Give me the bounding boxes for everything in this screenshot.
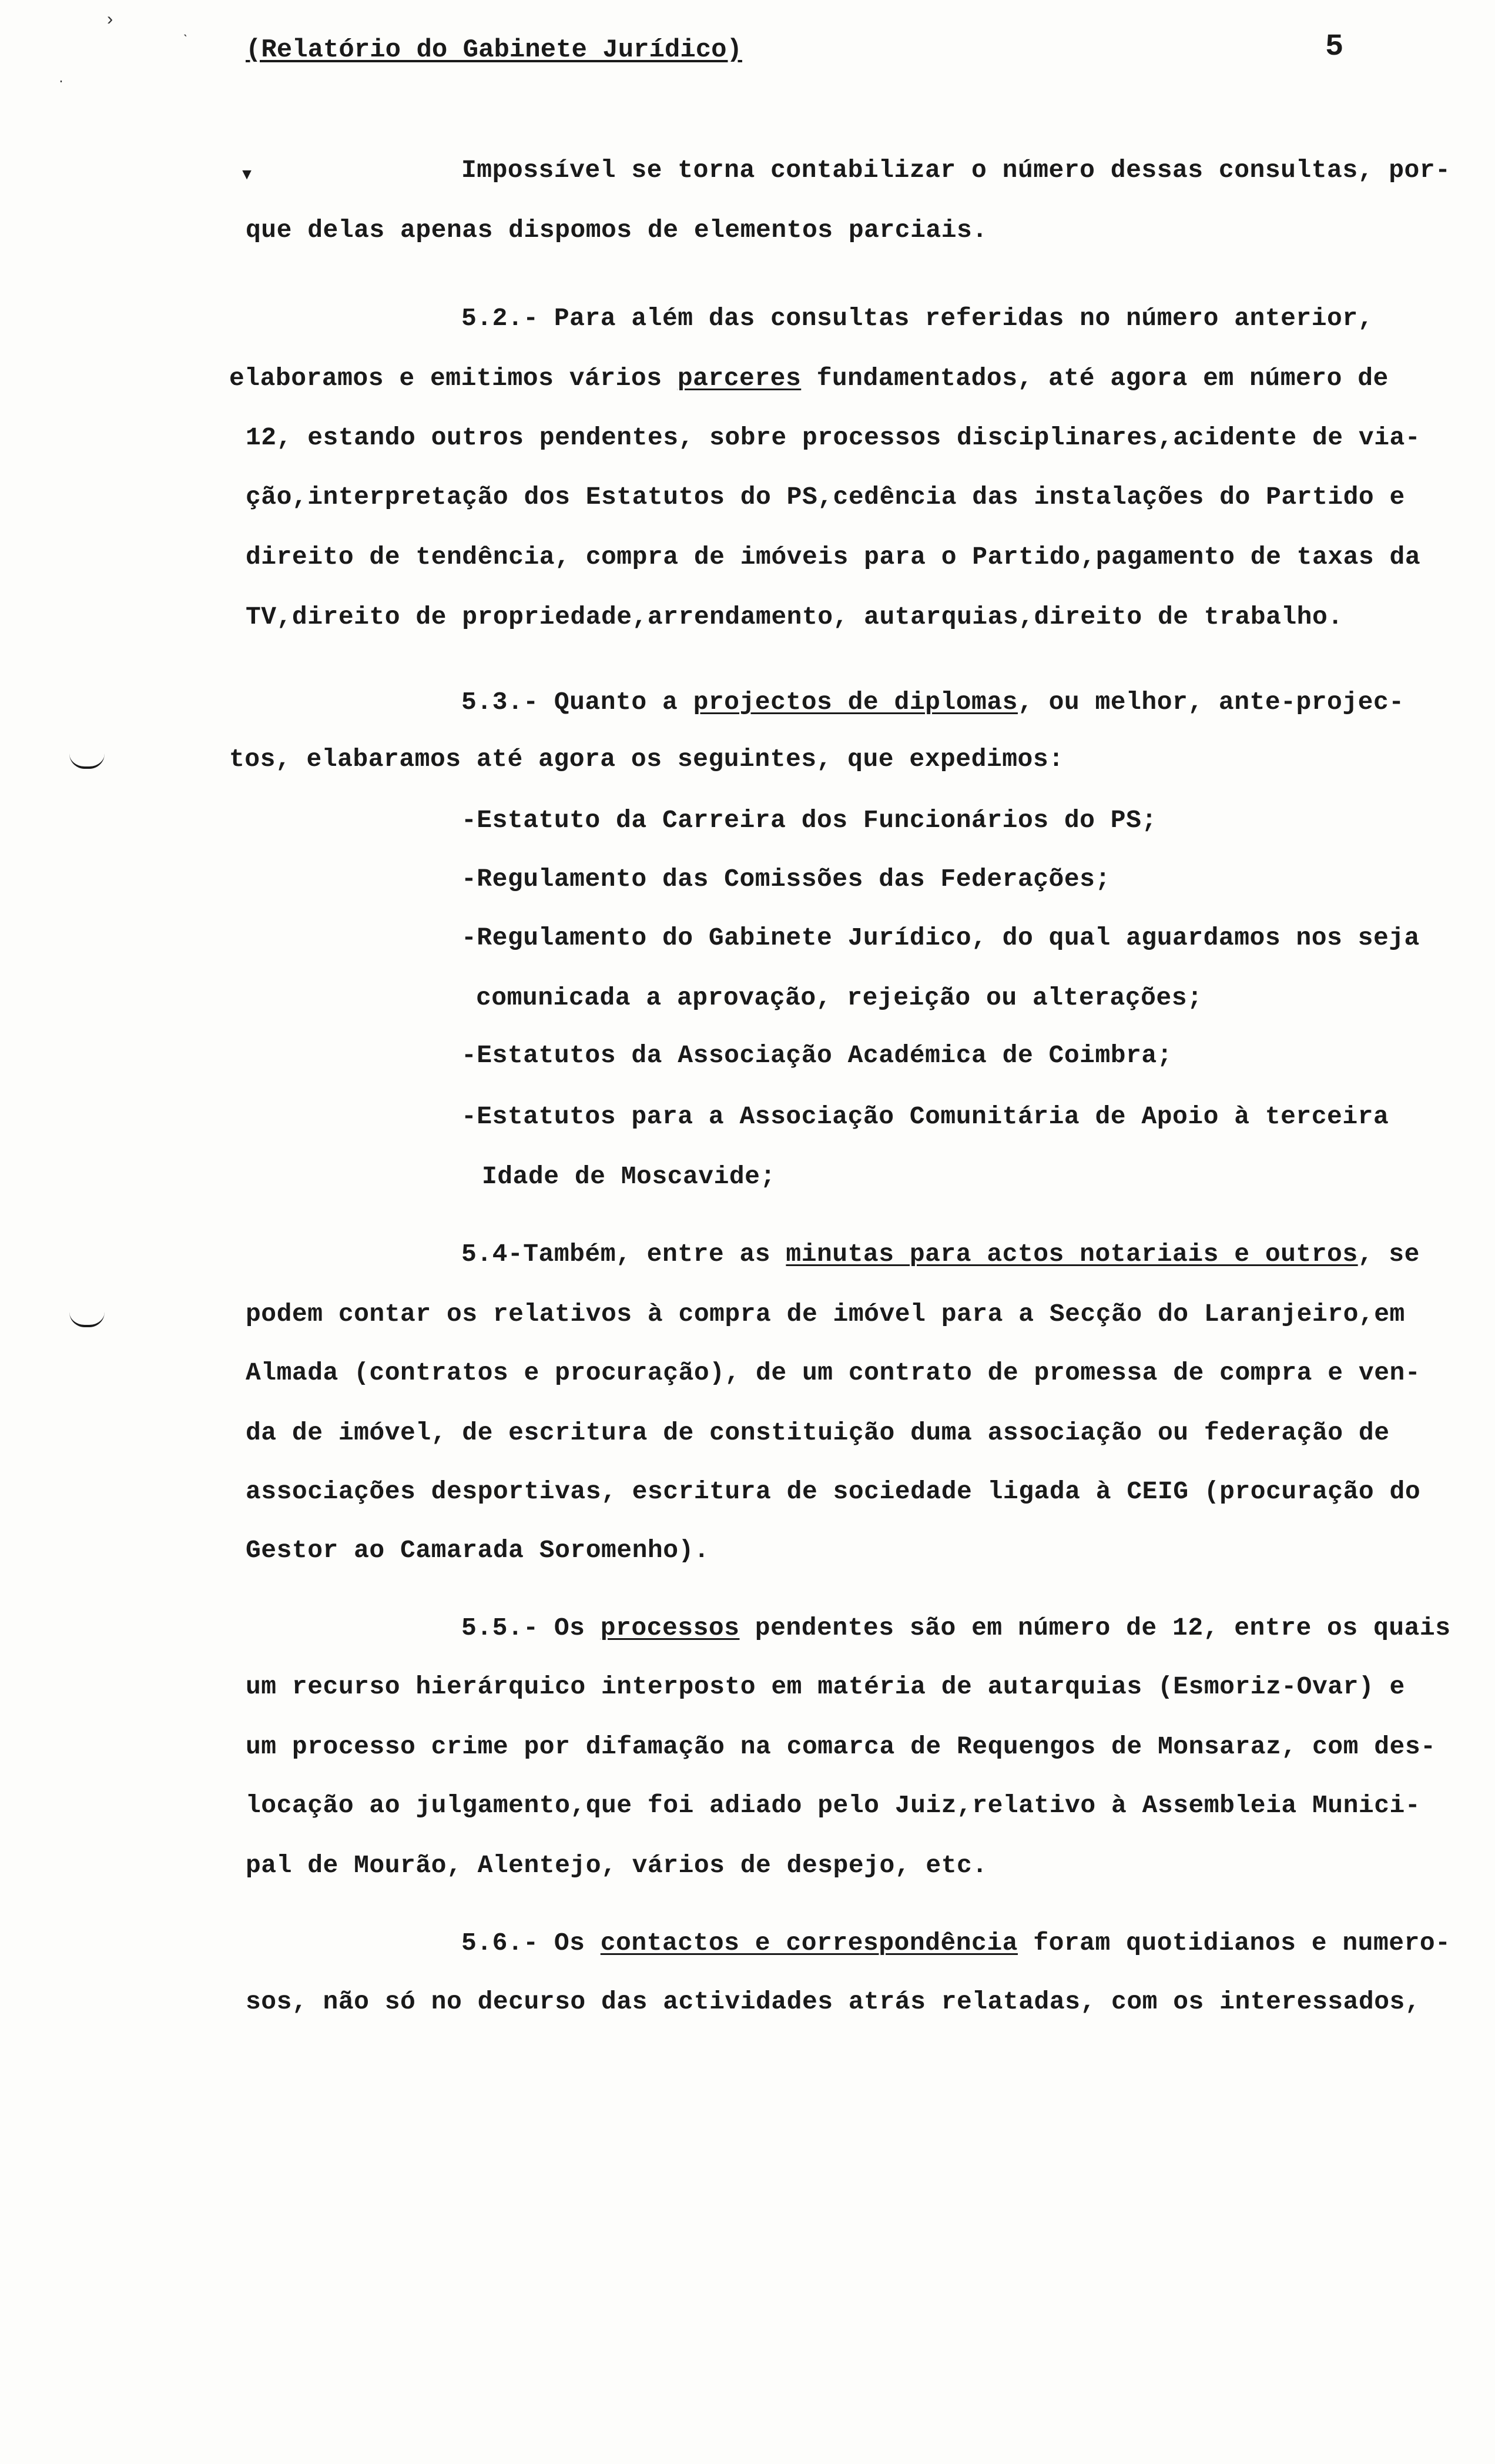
text-line <box>461 1611 1451 1646</box>
text-segment: -Regulamento das Comissões das Federações; <box>461 865 1111 893</box>
punch-hole-mark <box>69 754 105 769</box>
text-line <box>246 1297 1405 1332</box>
text-segment: Idade de Moscavide; <box>482 1162 776 1191</box>
margin-mark: ▾ <box>240 162 254 189</box>
text-line <box>229 742 1064 777</box>
text-segment: fundamentados, até agora em número de <box>801 364 1389 393</box>
text-line <box>482 1159 776 1194</box>
text-line <box>461 803 1157 838</box>
text-segment: sos, não só no decurso das actividades atrás relatadas, com os interessados, <box>246 1987 1421 2016</box>
text-segment: -Estatutos da Associação Académica de Coimbra; <box>461 1041 1172 1070</box>
text-line <box>246 213 988 248</box>
text-segment: , ou melhor, ante-projec- <box>1017 688 1405 717</box>
underlined-term: contactos e correspondência <box>600 1929 1018 1957</box>
text-segment: , se <box>1357 1240 1420 1268</box>
text-segment: 12, estando outros pendentes, sobre processos disciplinares,acidente de via- <box>246 423 1421 452</box>
document-header: (Relatório do Gabinete Jurídico) <box>246 35 742 65</box>
text-segment: ção,interpretação dos Estatutos do PS,cedência das instalações do Partido e <box>246 483 1405 511</box>
text-line <box>461 301 1373 336</box>
text-segment: tos, elabaramos até agora os seguintes, que expedimos: <box>229 745 1064 774</box>
text-segment: 5.6.- Os <box>461 1929 601 1957</box>
text-line <box>461 862 1111 897</box>
text-segment: locação ao julgamento,que foi adiado pelo Juiz,relativo à Assembleia Munici- <box>246 1791 1421 1820</box>
text-segment: pal de Mourão, Alentejo, vários de despejo, etc. <box>246 1851 988 1880</box>
text-line <box>461 920 1420 956</box>
underlined-term: projectos de diplomas <box>693 688 1018 717</box>
text-segment: direito de tendência, compra de imóveis para o Partido,pagamento de taxas da <box>246 543 1421 571</box>
text-line <box>246 1415 1390 1451</box>
text-line <box>246 600 1343 635</box>
scan-speck: ˎ <box>181 22 190 38</box>
underlined-term: parceres <box>677 364 802 393</box>
scan-speck: · <box>58 75 65 89</box>
text-segment: associações desportivas, escritura de sociedade ligada à CEIG (procuração do <box>246 1477 1421 1506</box>
text-segment: Almada (contratos e procuração), de um contrato de promessa de compra e ven- <box>246 1358 1421 1387</box>
text-line <box>229 361 1389 396</box>
underlined-term: minutas para actos notariais e outros <box>786 1240 1358 1268</box>
underlined-term: processos <box>600 1613 740 1642</box>
text-line <box>246 1729 1436 1765</box>
text-segment: que delas apenas dispomos de elementos parciais. <box>246 216 988 245</box>
text-segment: 5.4-Também, entre as <box>461 1240 786 1268</box>
text-segment: -Regulamento do Gabinete Jurídico, do qual aguardamos nos seja <box>461 923 1420 952</box>
text-line <box>246 1984 1420 2020</box>
text-segment: da de imóvel, de escritura de constituição duma associação ou federação de <box>246 1418 1390 1447</box>
text-line <box>461 153 1450 188</box>
text-segment: foram quotidianos e numero- <box>1017 1929 1451 1957</box>
text-segment: 5.2.- Para além das consultas referidas no número anterior, <box>461 304 1373 333</box>
text-line <box>246 1355 1420 1391</box>
text-segment: um processo crime por difamação na comarca de Requengos de Monsaraz, com des- <box>246 1732 1436 1761</box>
text-line <box>461 685 1405 720</box>
text-segment: podem contar os relativos à compra de imóvel para a Secção do Laranjeiro,em <box>246 1300 1405 1328</box>
text-line <box>246 1533 709 1568</box>
text-segment: um recurso hierárquico interposto em matéria de autarquias (Esmoriz-Ovar) e <box>246 1672 1405 1701</box>
text-line <box>246 480 1405 515</box>
text-segment: TV,direito de propriedade,arrendamento, autarquias,direito de trabalho. <box>246 602 1343 631</box>
text-segment: 5.5.- Os <box>461 1613 601 1642</box>
text-segment: 5.3.- Quanto a <box>461 688 693 717</box>
text-line <box>246 1669 1405 1705</box>
text-segment: Impossível se torna contabilizar o número dessas consultas, por- <box>461 156 1451 185</box>
text-line <box>461 1237 1420 1272</box>
text-line <box>246 1788 1420 1823</box>
text-line <box>476 980 1202 1016</box>
text-segment: elaboramos e emitimos vários <box>229 364 678 393</box>
text-line <box>461 1099 1389 1134</box>
page-number: 5 <box>1325 29 1344 64</box>
text-line <box>246 1474 1420 1509</box>
punch-hole-mark <box>69 1312 105 1327</box>
text-segment: pendentes são em número de 12, entre os quais <box>739 1613 1451 1642</box>
text-segment: -Estatutos para a Associação Comunitária de Apoio à terceira <box>461 1102 1389 1131</box>
scan-speck: › <box>105 11 116 31</box>
text-segment: Gestor ao Camarada Soromenho). <box>246 1536 710 1565</box>
text-line <box>246 1848 988 1883</box>
text-line <box>461 1038 1172 1073</box>
text-line <box>246 540 1420 575</box>
text-line <box>246 420 1420 456</box>
text-line <box>461 1926 1451 1961</box>
text-segment: -Estatuto da Carreira dos Funcionários do PS; <box>461 806 1157 835</box>
text-segment: comunicada a aprovação, rejeição ou alterações; <box>476 983 1203 1012</box>
